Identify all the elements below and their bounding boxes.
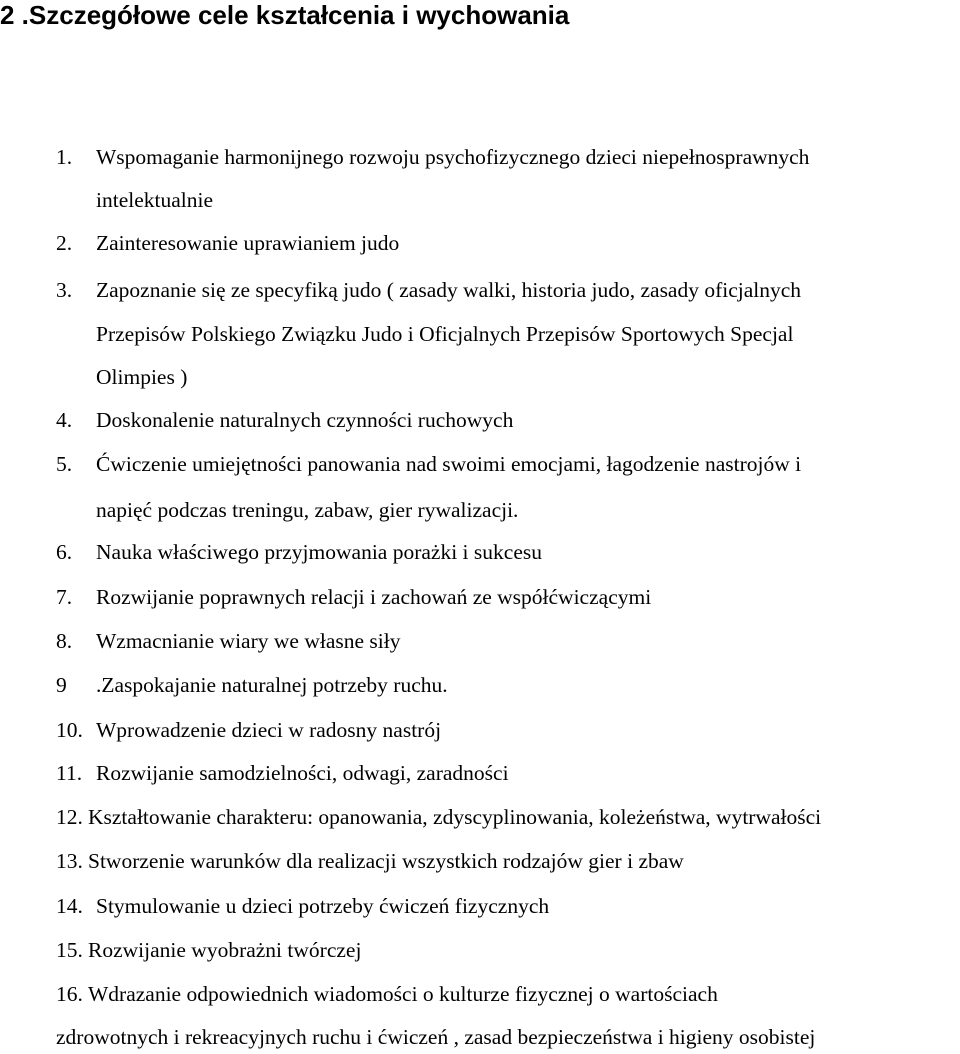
item-text: Kształtowanie charakteru: opanowania, zdyscyplinowania, koleżeństwa, wytrwałości (88, 805, 822, 829)
item-text: Wspomaganie harmonijnego rozwoju psychofizycznego dzieci niepełnosprawnych (96, 145, 810, 169)
item-text: Rozwijanie poprawnych relacji i zachowań ze współćwiczącymi (96, 585, 652, 609)
list-item-3-continuation (96, 321, 793, 347)
item-number: 11. (56, 761, 83, 785)
item-text: Stymulowanie u dzieci potrzeby ćwiczeń fizycznych (96, 894, 550, 918)
item-number: 1. (56, 145, 73, 169)
item-text: .Zaspokajanie naturalnej potrzeby ruchu. (96, 673, 448, 697)
item-number: 4. (56, 408, 73, 432)
item-text: intelektualnie (96, 188, 214, 212)
list-item-5-continuation (96, 497, 518, 523)
item-text: Rozwijanie wyobrażni twórczej (88, 938, 362, 962)
item-text: Wzmacnianie wiary we własne siły (96, 629, 401, 653)
item-number: 15. (56, 938, 83, 962)
item-number: 16. (56, 982, 83, 1006)
item-number: 2. (56, 231, 73, 255)
item-number: 5. (56, 452, 73, 476)
item-text: zdrowotnych i rekreacyjnych ruchu i ćwiczeń , zasad bezpieczeństwa i higieny osobistej (56, 1025, 816, 1049)
item-number: 13. (56, 849, 83, 873)
item-number: 9 (56, 673, 67, 697)
item-number: 14. (56, 894, 83, 918)
item-text: Przepisów Polskiego Związku Judo i Oficjalnych Przepisów Sportowych Specjal (96, 322, 794, 346)
item-text: Doskonalenie naturalnych czynności ruchowych (96, 408, 514, 432)
item-number: 7. (56, 585, 73, 609)
list-item-1-continuation (96, 187, 213, 213)
item-number: 10. (56, 718, 83, 742)
item-text: Zainteresowanie uprawianiem judo (96, 231, 400, 255)
item-text: Nauka właściwego przyjmowania porażki i sukcesu (96, 540, 542, 564)
item-number: 6. (56, 540, 73, 564)
item-text: Wdrazanie odpowiednich wiadomości o kulturze fizycznej o wartościach (88, 982, 718, 1006)
section-heading: 2 .Szczegółowe cele kształcenia i wychowania (0, 0, 570, 30)
item-text: Olimpies ) (96, 365, 188, 389)
item-text: napięć podczas treningu, zabaw, gier rywalizacji. (96, 498, 519, 522)
list-item-3-continuation (96, 364, 187, 390)
item-number: 12. (56, 805, 83, 829)
item-text: Stworzenie warunków dla realizacji wszystkich rodzajów gier i zbaw (88, 849, 684, 873)
item-text: Rozwijanie samodzielności, odwagi, zaradności (96, 761, 509, 785)
item-text: Ćwiczenie umiejętności panowania nad swoimi emocjami, łagodzenie nastrojów i (96, 452, 802, 476)
list-item-16-continuation (56, 1024, 815, 1050)
item-text: Wprowadzenie dzieci w radosny nastrój (96, 718, 442, 742)
item-text: Zapoznanie się ze specyfiką judo ( zasady walki, historia judo, zasady oficjalnych (96, 278, 802, 302)
item-number: 8. (56, 629, 73, 653)
item-number: 3. (56, 278, 73, 302)
